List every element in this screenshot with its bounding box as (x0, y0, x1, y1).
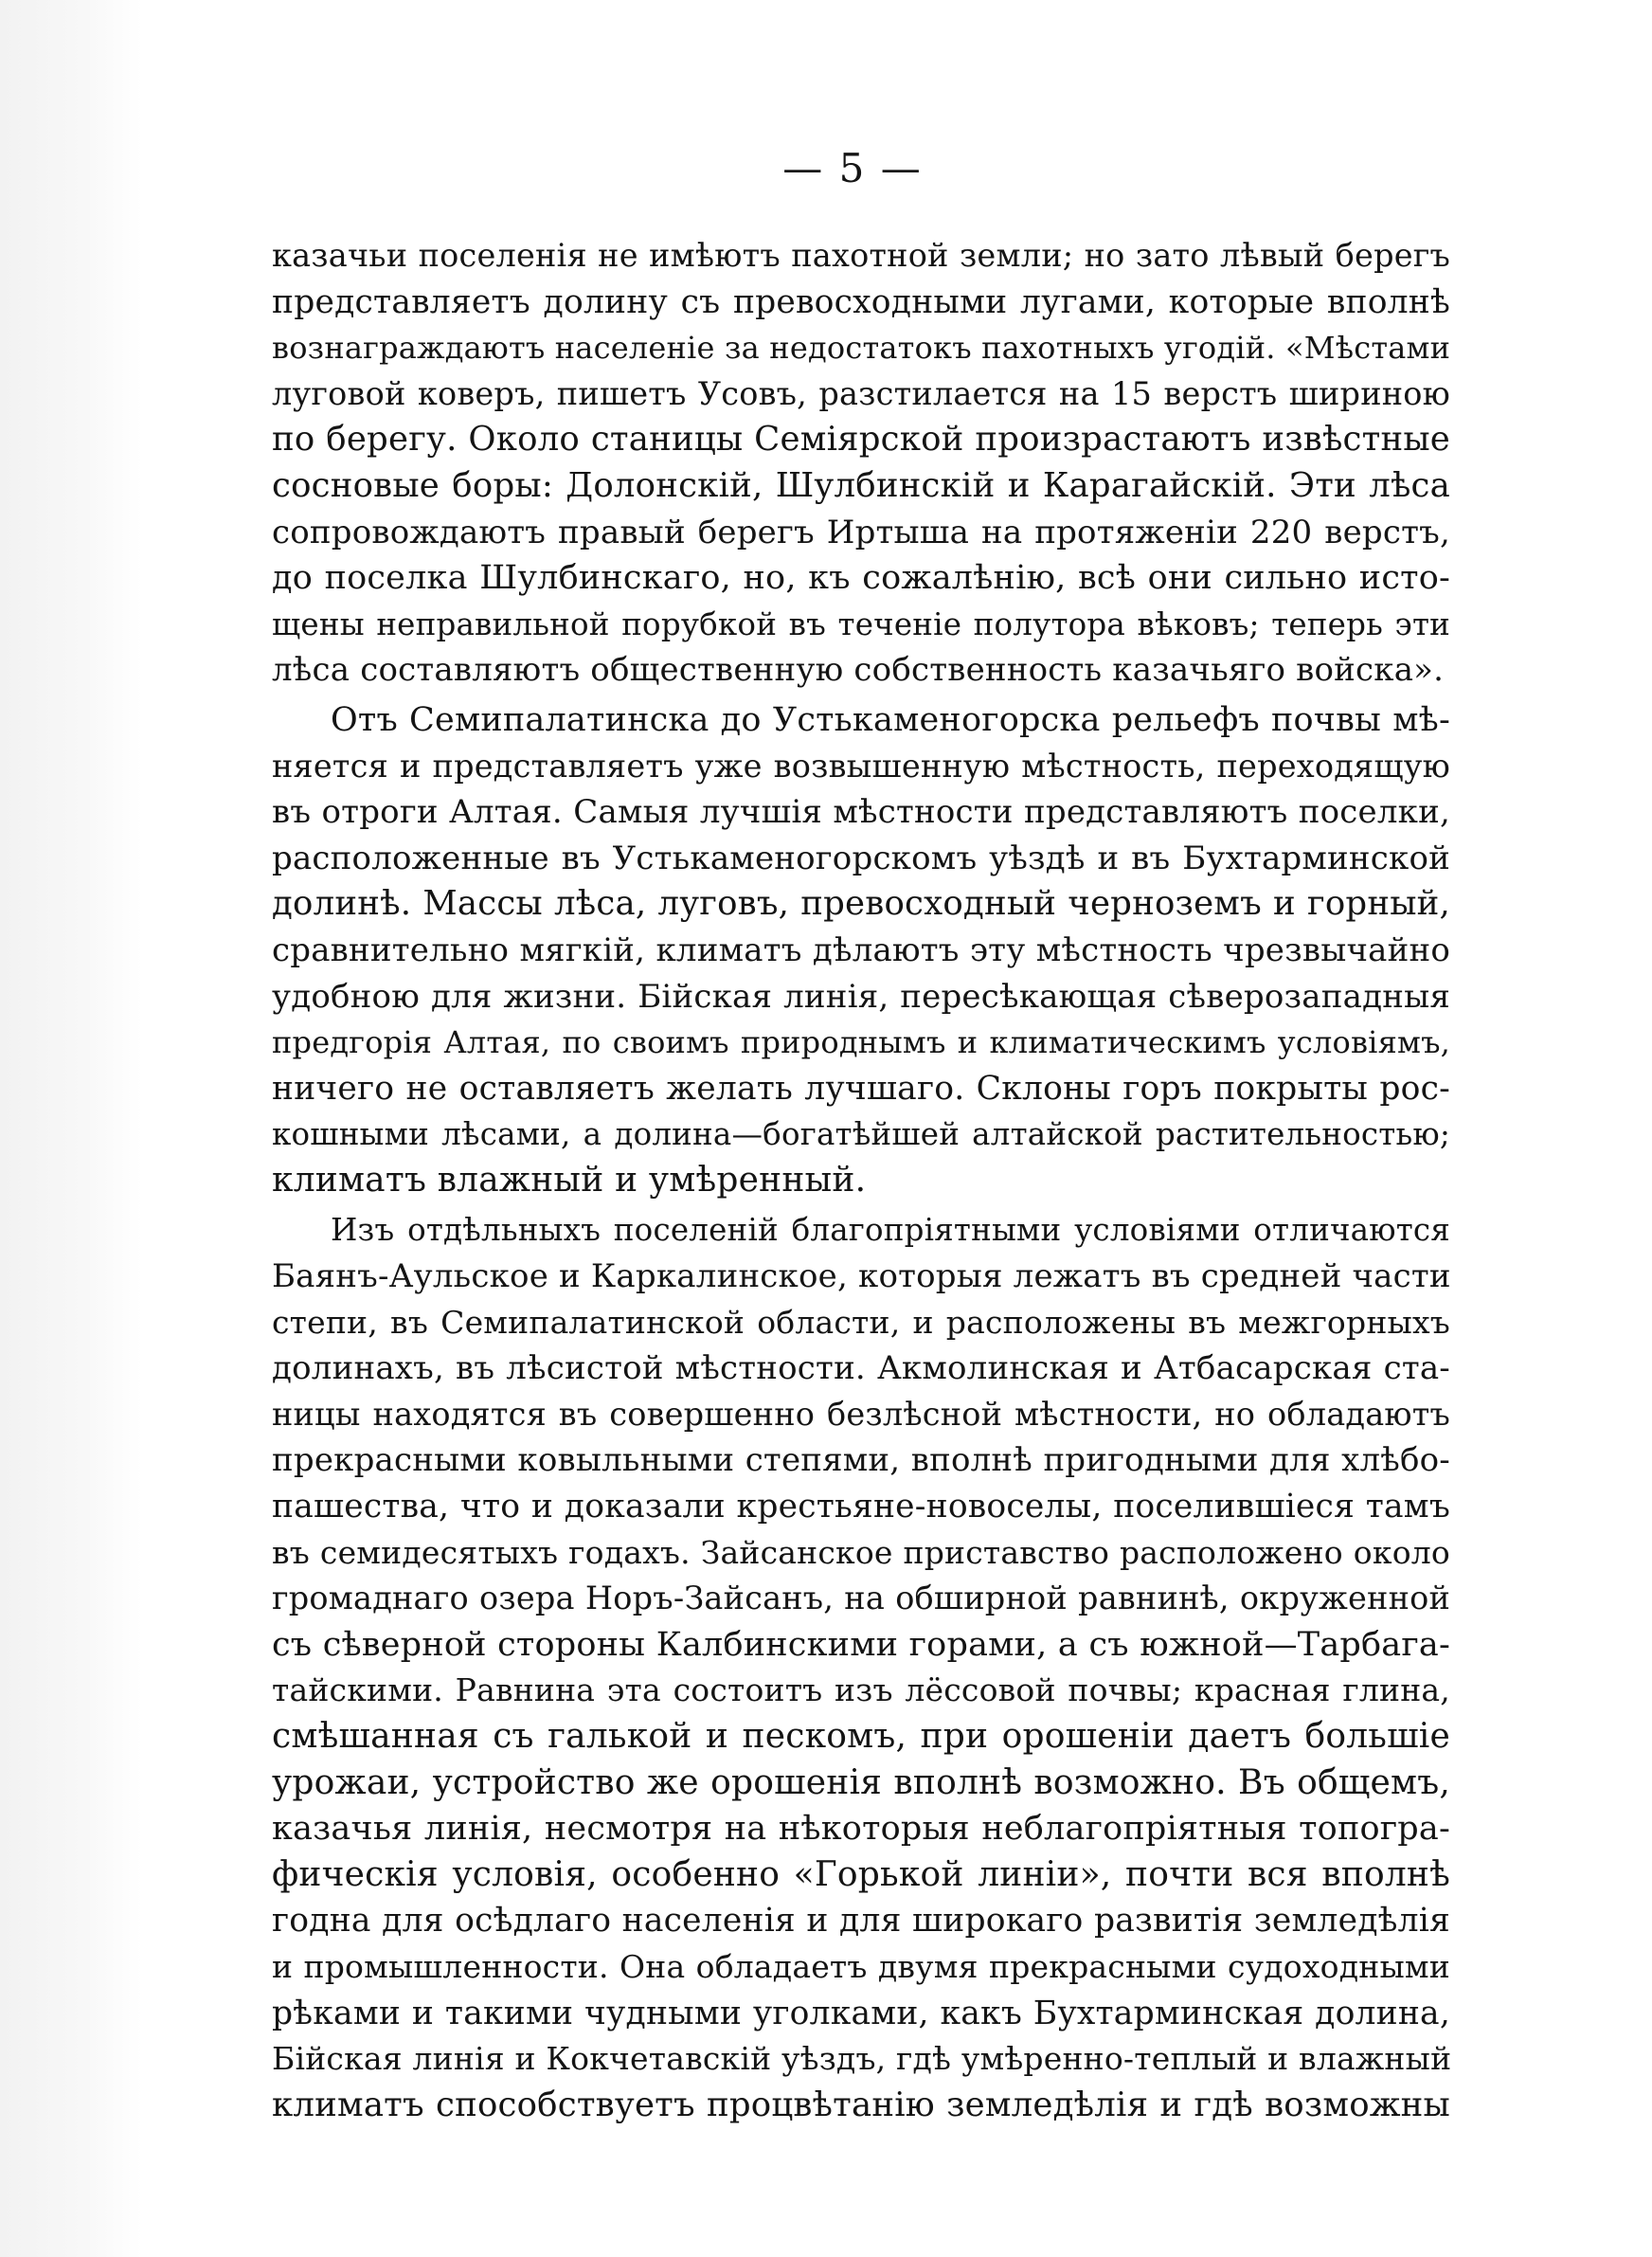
text-line: долинахъ, въ лѣсистой мѣстности. Акмолинская и Атбасарская ста- (272, 1349, 1450, 1388)
text-line: годна для осѣдлаго населенія и для широкаго развитія земледѣлія (272, 1902, 1450, 1941)
text-line: предгорія Алтая, по своимъ природнымъ и климатическимъ условіямъ, (272, 1024, 1450, 1061)
text-line: Баянъ-Аульское и Каркалинское, которыя лежатъ въ средней части (272, 1257, 1451, 1296)
body-text (272, 233, 1450, 2128)
text-line: сосновые боры: Долонскій, Шулбинскій и Карагайскій. Эти лѣса (272, 465, 1450, 505)
text-line: Отъ Семипалатинска до Устькаменогорска рельефъ почвы мѣ- (331, 700, 1450, 739)
text-line: ницы находятся въ совершенно безлѣсной мѣстности, но обладаютъ (272, 1395, 1450, 1433)
text-line: степи, въ Семипалатинской области, и расположены въ межгорныхъ (272, 1303, 1450, 1341)
text-line: Бійская линія и Кокчетавскій уѣздъ, гдѣ умѣренно-теплый и влажный (272, 2040, 1452, 2078)
paragraph-2 (272, 697, 1450, 1204)
text-line: сопровождаютъ правый берегъ Иртыша на протяженіи 220 верстъ, (272, 513, 1450, 551)
text-line: ничего не оставляетъ желать лучшаго. Склоны горъ покрыты рос- (272, 1069, 1450, 1108)
text-line: громаднаго озера Норъ-Зайсанъ, на обширной равнинѣ, окруженной (272, 1580, 1450, 1617)
paragraph-1 (272, 233, 1450, 694)
text-line: рѣками и такими чудными уголками, какъ Бухтарминская долина, (272, 1994, 1450, 2032)
text-line: луговой коверъ, пишетъ Усовъ, разстилается на 15 верстъ шириною (272, 374, 1450, 412)
text-line: по берегу. Около станицы Семіярской произрастаютъ извѣстные (272, 420, 1450, 460)
text-line: съ сѣверной стороны Калбинскими горами, а съ южной—Тарбага- (272, 1625, 1450, 1664)
text-line: прекрасными ковыльными степями, вполнѣ пригодными для хлѣбо- (272, 1441, 1450, 1480)
page-number: — 5 — (782, 145, 923, 191)
text-line: няется и представляетъ уже возвышенную мѣстность, переходящую (272, 747, 1450, 785)
text-line: удобною для жизни. Бійская линія, пересѣкающая сѣверозападныя (272, 977, 1450, 1016)
text-line: въ семидесятыхъ годахъ. Зайсанское приставство расположено около (272, 1533, 1450, 1571)
text-line: фическія условія, особенно «Горькой линіи», почти вся вполнѣ (272, 1854, 1450, 1894)
text-line: кошными лѣсами, а долина—богатѣйшей алтайской растительностью; (272, 1116, 1450, 1153)
text-line: и промышленности. Она обладаетъ двумя прекрасными судоходными (272, 1947, 1450, 1985)
text-line: щены неправильной порубкой въ теченіе полутора вѣковъ; теперь эти (272, 605, 1450, 642)
text-line: Изъ отдѣльныхъ поселеній благопріятными условіями отличаются (331, 1212, 1450, 1249)
text-line: урожаи, устройство же орошенія вполнѣ возможно. Въ общемъ, (272, 1762, 1450, 1802)
text-line: пашества, что и доказали крестьяне-новоселы, поселившіеся тамъ (272, 1488, 1450, 1526)
text-line: долинѣ. Массы лѣса, луговъ, превосходный черноземъ и горный, (272, 884, 1450, 924)
text-line: вознаграждаютъ населеніе за недостатокъ пахотныхъ угодій. «Мѣстами (272, 330, 1451, 367)
text-line: лѣса составляютъ общественную собственность казачьяго войска». (272, 651, 1445, 690)
text-line: расположенные въ Устькаменогорскомъ уѣздѣ и въ Бухтарминской (272, 839, 1450, 877)
text-line: климатъ влажный и умѣренный. (272, 1160, 867, 1200)
text-line: представляетъ долину съ превосходными лугами, которые вполнѣ (272, 282, 1450, 321)
text-line: казачья линія, несмотря на нѣкоторыя неблагопріятныя топогра- (272, 1810, 1450, 1849)
paragraph-3 (272, 1207, 1450, 2128)
scan-edge-shadow (0, 0, 142, 2257)
text-line: до поселка Шулбинскаго, но, къ сожалѣнію, всѣ они сильно исто- (272, 559, 1450, 598)
text-line: смѣшанная съ галькой и пескомъ, при орошеніи даетъ большіе (272, 1717, 1450, 1756)
text-line: тайскими. Равнина эта состоитъ изъ лёссовой почвы; красная глина, (272, 1671, 1450, 1709)
text-line: климатъ способствуетъ процвѣтанію земледѣлія и гдѣ возможны (272, 2085, 1450, 2124)
text-line: казачьи поселенія не имѣютъ пахотной земли; но зато лѣвый берегъ (272, 237, 1450, 274)
text-line: сравнительно мягкій, климатъ дѣлаютъ эту мѣстность чрезвычайно (272, 930, 1450, 969)
text-line: въ отроги Алтая. Самыя лучшія мѣстности представляютъ поселки, (272, 793, 1450, 832)
